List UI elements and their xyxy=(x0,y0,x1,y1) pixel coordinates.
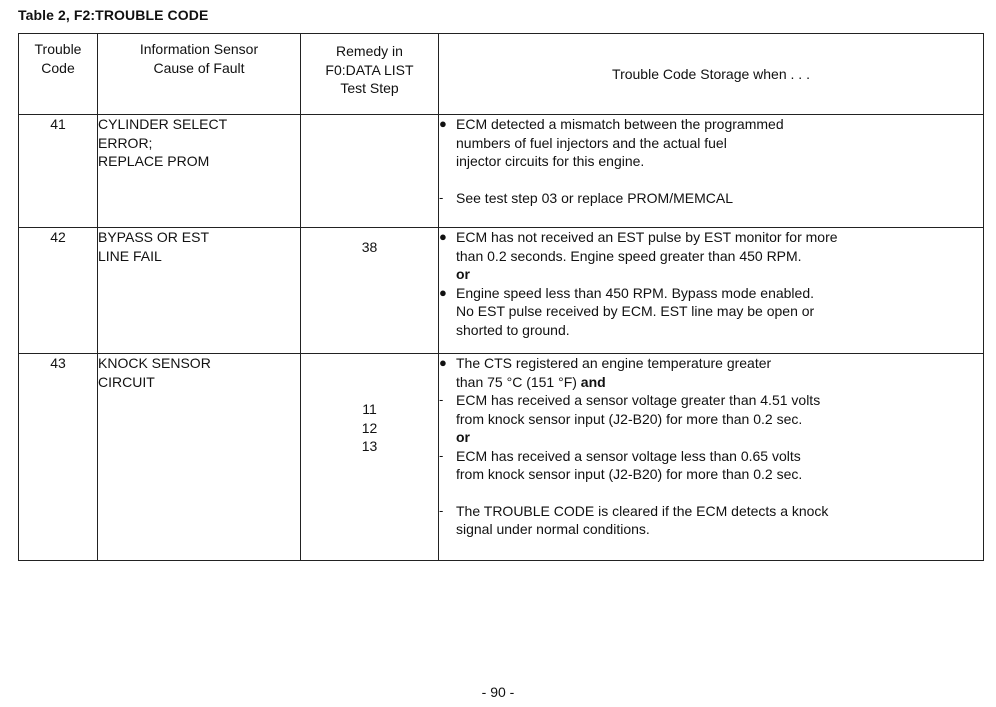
table-header-row xyxy=(19,34,984,115)
text-line: Trouble Code Storage when . . . xyxy=(612,65,810,82)
text-line: Remedy in xyxy=(336,43,403,59)
item-text xyxy=(456,354,771,391)
item-text xyxy=(456,189,733,208)
dash-icon: - xyxy=(439,392,444,407)
text-line: LINE FAIL xyxy=(98,247,162,264)
text-line: See test step 03 or replace PROM/MEMCAL xyxy=(456,189,733,206)
bullet-item xyxy=(439,115,983,171)
table-row xyxy=(19,228,984,354)
header-storage-text xyxy=(439,65,983,84)
dash-item xyxy=(439,391,983,428)
text-line: from knock sensor input (J2-B20) for more than 0.2 sec. xyxy=(456,410,803,427)
text-line: signal under normal conditions. xyxy=(456,521,650,537)
text-line: Code xyxy=(41,59,75,76)
text-line: than 0.2 seconds. Engine speed greater than 450 RPM. xyxy=(456,247,802,264)
connector-or: or xyxy=(456,266,470,282)
storage-condition-cell xyxy=(439,354,984,561)
trouble-code-cell: 42 xyxy=(19,228,98,354)
text-line: F0:DATA LIST xyxy=(325,61,414,78)
text-line: CYLINDER SELECT xyxy=(98,116,228,132)
text-line: ECM has not received an EST pulse by EST monitor for more xyxy=(456,229,838,245)
text-line: The TROUBLE CODE is cleared if the ECM detects a knock xyxy=(456,502,829,519)
dash-item xyxy=(439,502,983,539)
fault-cause-cell xyxy=(98,228,301,354)
text-line: injector circuits for this engine. xyxy=(456,153,645,169)
item-text xyxy=(456,115,784,171)
bullet-icon: ● xyxy=(439,284,447,300)
dash-item xyxy=(439,189,983,208)
text-line: BYPASS OR EST xyxy=(98,229,209,245)
text-line: from knock sensor input (J2-B20) for more than 0.2 sec. xyxy=(456,466,803,482)
trouble-code-cell: 43 xyxy=(19,354,98,561)
text-line: Engine speed less than 450 RPM. Bypass mode enabled. xyxy=(456,284,815,301)
text-line: numbers of fuel injectors and the actual fuel xyxy=(456,134,727,151)
text-line: The CTS registered an engine temperature greater xyxy=(456,355,772,371)
storage-condition-cell xyxy=(439,115,984,228)
test-step-number: 11 xyxy=(362,401,377,417)
text-line: shorted to ground. xyxy=(456,321,570,338)
text-line: REPLACE PROM xyxy=(98,153,210,169)
bullet-item xyxy=(439,228,983,265)
item-text xyxy=(456,284,814,340)
table-row xyxy=(19,115,984,228)
test-step-number: 13 xyxy=(361,438,378,454)
text-line: CIRCUIT xyxy=(98,373,155,390)
header-information-sensor xyxy=(98,34,301,115)
dash-icon: - xyxy=(439,189,444,205)
header-remedy xyxy=(301,34,439,115)
remedy-step-cell xyxy=(301,354,439,561)
item-text xyxy=(456,228,838,265)
bullet-icon: ● xyxy=(439,355,447,370)
text-line: KNOCK SENSOR xyxy=(98,355,211,371)
fault-cause-cell xyxy=(98,354,301,561)
table-row xyxy=(19,354,984,561)
page-number: - 90 - xyxy=(481,684,515,700)
remedy-step-cell xyxy=(301,228,439,354)
dash-item xyxy=(439,447,983,484)
header-storage xyxy=(439,34,984,115)
text-line: ECM has received a sensor voltage less than 0.65 volts xyxy=(456,447,801,464)
connector-and: and xyxy=(576,373,606,390)
trouble-code-cell: 41 xyxy=(19,115,98,228)
dash-icon: - xyxy=(439,447,444,463)
header-code-text xyxy=(19,40,97,77)
header-info-text xyxy=(98,40,300,77)
bullet-icon: ● xyxy=(439,229,447,244)
test-step-number: 12 xyxy=(361,419,378,436)
spacer xyxy=(439,484,983,502)
text-line: ERROR; xyxy=(98,134,153,151)
text-line: ECM detected a mismatch between the programmed xyxy=(456,116,784,132)
text-line: No EST pulse received by ECM. EST line may be open or xyxy=(456,303,815,319)
text-line: Information Sensor xyxy=(139,41,259,57)
bullet-icon: ● xyxy=(439,116,447,131)
header-remedy-text xyxy=(301,42,438,98)
item-text xyxy=(456,391,820,428)
text-line: Trouble xyxy=(34,41,82,57)
item-text xyxy=(456,502,828,539)
bullet-item xyxy=(439,284,983,340)
test-step-number: 38 xyxy=(361,239,378,255)
connector-or: or xyxy=(456,429,470,445)
text-line: ECM has received a sensor voltage greater than 4.51 volts xyxy=(456,392,821,408)
storage-condition-cell xyxy=(439,228,984,354)
remedy-step-cell xyxy=(301,115,439,228)
item-text xyxy=(456,447,802,484)
bullet-item xyxy=(439,354,983,391)
spacer xyxy=(439,171,983,189)
trouble-code-table xyxy=(18,33,984,561)
header-trouble-code xyxy=(19,34,98,115)
dash-icon: - xyxy=(439,502,444,518)
text-line: than 75 °C (151 °F) and xyxy=(456,373,606,390)
table-body xyxy=(19,115,984,561)
text-line: Test Step xyxy=(340,80,399,96)
table-title: Table 2, F2:TROUBLE CODE xyxy=(18,7,209,23)
text-line: Cause of Fault xyxy=(153,59,245,76)
fault-cause-cell xyxy=(98,115,301,228)
